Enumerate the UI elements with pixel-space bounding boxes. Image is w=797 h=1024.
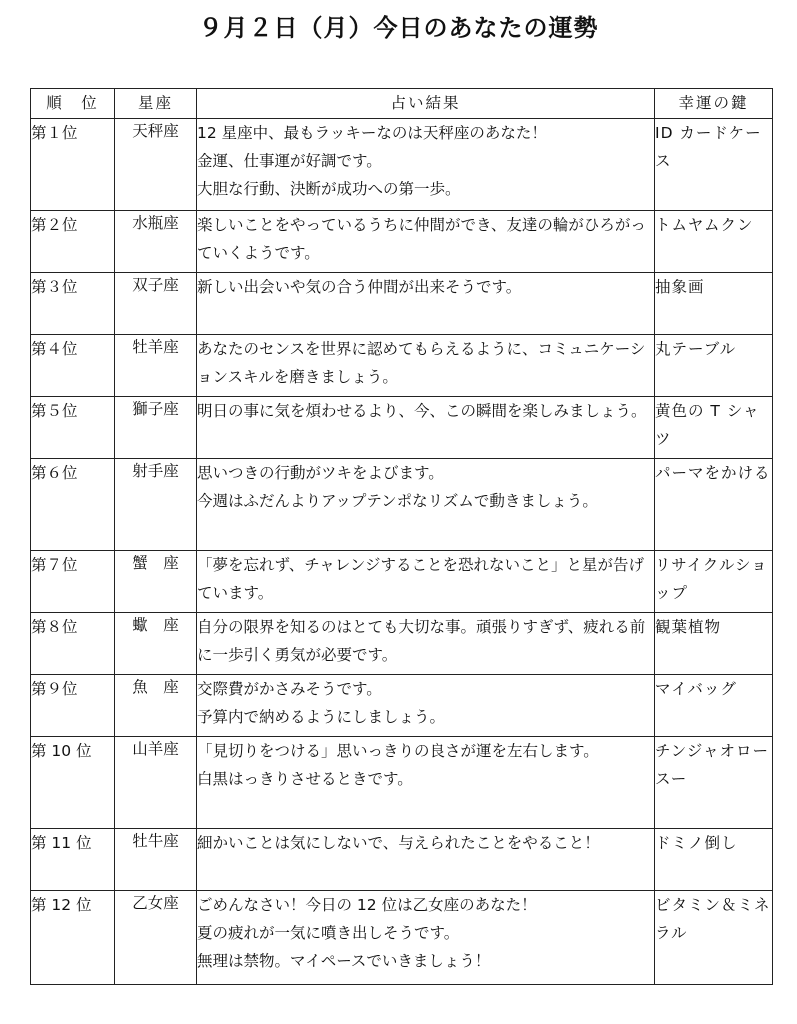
header-row <box>31 89 773 119</box>
key-cell: リサイクルショップ <box>655 551 773 613</box>
fortune-table <box>30 88 773 985</box>
result-line: 「見切りをつける」思いっきりの良さが運を左右します。 <box>197 742 599 760</box>
page-title: ９月２日（月）今日のあなたの運勢 <box>198 14 599 42</box>
sign-cell: 牡羊座 <box>115 335 197 397</box>
sign-cell: 水瓶座 <box>115 211 197 273</box>
table-row <box>31 397 773 459</box>
table-row <box>31 273 773 335</box>
key-cell: 抽象画 <box>655 273 773 335</box>
result-line: 細かいことは気にしないで、与えられたことをやること！ <box>197 834 600 852</box>
table-row <box>31 119 773 211</box>
result-line: 12 星座中、最もラッキーなのは天秤座のあなた！ <box>197 124 547 142</box>
sign-cell: 双子座 <box>115 273 197 335</box>
result-cell <box>197 273 655 335</box>
key-cell: パーマをかける <box>655 459 773 551</box>
table-row <box>31 211 773 273</box>
table-row <box>31 459 773 551</box>
table-row <box>31 675 773 737</box>
result-line: 白黒はっきりさせるときです。 <box>197 770 413 788</box>
rank-cell: 第 12 位 <box>31 891 115 985</box>
sign-cell: 乙女座 <box>115 891 197 985</box>
header-rank: 順 位 <box>31 89 115 119</box>
rank-cell: 第８位 <box>31 613 115 675</box>
key-cell: ビタミン＆ミネラル <box>655 891 773 985</box>
rank-cell: 第２位 <box>31 211 115 273</box>
rank-cell: 第７位 <box>31 551 115 613</box>
result-line: 自分の限界を知るのはとても大切な事。頑張りすぎず、疲れる前に一歩引く勇気が必要です。 <box>197 618 646 664</box>
result-line: 大胆な行動、決断が成功への第一歩。 <box>197 180 461 198</box>
result-line: 夏の疲れが一気に噴き出しそうです。 <box>197 924 460 942</box>
rank-cell: 第５位 <box>31 397 115 459</box>
key-cell: マイバッグ <box>655 675 773 737</box>
result-cell <box>197 737 655 829</box>
sign-cell: 魚 座 <box>115 675 197 737</box>
result-line: 無理は禁物。マイペースでいきましょう！ <box>197 952 491 970</box>
result-cell <box>197 119 655 211</box>
header-result: 占い結果 <box>197 89 655 119</box>
rank-cell: 第３位 <box>31 273 115 335</box>
table-row <box>31 335 773 397</box>
header-key: 幸運の鍵 <box>655 89 773 119</box>
result-cell <box>197 335 655 397</box>
result-line: 新しい出会いや気の合う仲間が出来そうです。 <box>197 278 522 296</box>
table-row <box>31 551 773 613</box>
key-cell: ID カードケース <box>655 119 773 211</box>
rank-cell: 第９位 <box>31 675 115 737</box>
result-line: 明日の事に気を煩わせるより、今、この瞬間を楽しみましょう。 <box>197 402 647 420</box>
rank-cell: 第 10 位 <box>31 737 115 829</box>
result-line: あなたのセンスを世界に認めてもらえるように、コミュニケーションスキルを磨きましょう。 <box>197 340 646 386</box>
result-line: 交際費がかさみそうです。 <box>197 680 382 698</box>
sign-cell: 牡牛座 <box>115 829 197 891</box>
key-cell: 黄色の T シャツ <box>655 397 773 459</box>
table-row <box>31 613 773 675</box>
result-line: 予算内で納めるようにしましょう。 <box>197 708 446 726</box>
result-cell <box>197 459 655 551</box>
result-cell <box>197 613 655 675</box>
key-cell: チンジャオロースー <box>655 737 773 829</box>
result-line: 楽しいことをやっているうちに仲間ができ、友達の輪がひろがっていくようです。 <box>197 216 646 262</box>
key-cell: 観葉植物 <box>655 613 773 675</box>
sign-cell: 山羊座 <box>115 737 197 829</box>
table-row <box>31 829 773 891</box>
rank-cell: 第４位 <box>31 335 115 397</box>
rank-cell: 第 11 位 <box>31 829 115 891</box>
sign-cell: 射手座 <box>115 459 197 551</box>
result-line: 金運、仕事運が好調です。 <box>197 152 382 170</box>
sign-cell: 天秤座 <box>115 119 197 211</box>
result-cell <box>197 397 655 459</box>
sign-cell: 蠍 座 <box>115 613 197 675</box>
sign-cell: 獅子座 <box>115 397 197 459</box>
sign-cell: 蟹 座 <box>115 551 197 613</box>
result-cell <box>197 211 655 273</box>
key-cell: トムヤムクン <box>655 211 773 273</box>
result-line: ごめんなさい！今日の 12 位は乙女座のあなた！ <box>197 896 537 914</box>
result-cell <box>197 829 655 891</box>
table-row <box>31 737 773 829</box>
result-cell <box>197 551 655 613</box>
table-row <box>31 891 773 985</box>
result-cell <box>197 675 655 737</box>
result-line: 思いつきの行動がツキをよびます。 <box>197 464 444 482</box>
rank-cell: 第１位 <box>31 119 115 211</box>
rank-cell: 第６位 <box>31 459 115 551</box>
header-sign: 星座 <box>115 89 197 119</box>
result-cell <box>197 891 655 985</box>
result-line: 「夢を忘れず、チャレンジすることを恐れないこと」と星が告げています。 <box>197 556 645 602</box>
key-cell: ドミノ倒し <box>655 829 773 891</box>
result-line: 今週はふだんよりアップテンポなリズムで動きましょう。 <box>197 492 598 510</box>
key-cell: 丸テーブル <box>655 335 773 397</box>
